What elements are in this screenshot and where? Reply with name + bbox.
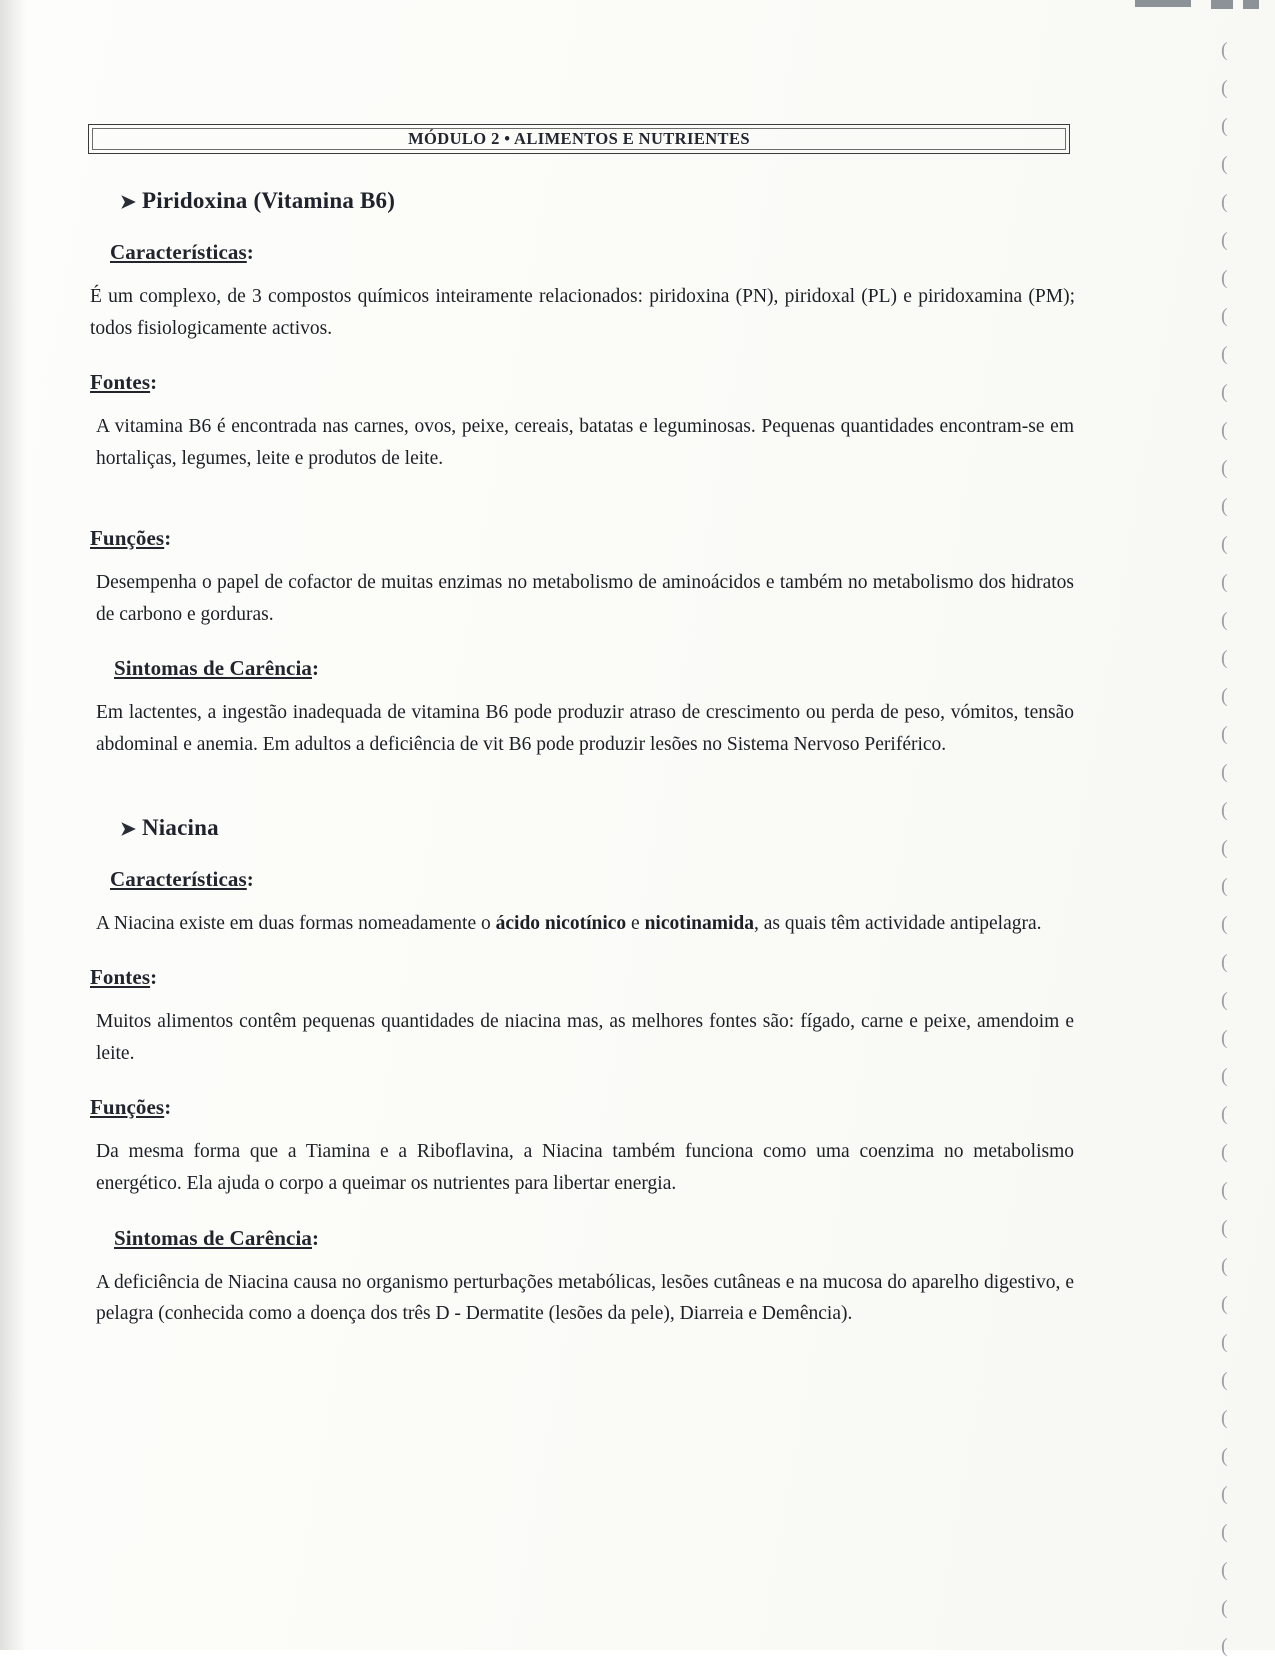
binding-hole-mark: ( [1221, 1027, 1228, 1049]
binding-hole-mark: ( [1221, 837, 1228, 859]
binding-hole-mark: ( [1221, 951, 1228, 973]
binding-hole-mark: ( [1221, 799, 1228, 821]
paragraph-funcoes-2: Da mesma forma que a Tiamina e a Riboflavina, a Niacina também funciona como uma coenzima no metabolismo energético. Ela ajuda o corpo a queimar os nutrientes para libertar energia. [96, 1141, 1074, 1194]
section-title: Piridoxina (Vitamina B6) [142, 188, 396, 213]
binding-hole-mark: ( [1221, 1293, 1228, 1315]
binding-hole-mark: ( [1221, 115, 1228, 137]
binding-hole-mark: ( [1221, 875, 1228, 897]
binding-hole-mark: ( [1221, 1521, 1228, 1543]
subheading-caracteristicas-1 [110, 240, 1078, 265]
binding-hole-mark: ( [1221, 1255, 1228, 1277]
binding-hole-mark: ( [1221, 1331, 1228, 1353]
binding-hole-mark: ( [1221, 381, 1228, 403]
binding-hole-mark: ( [1221, 191, 1228, 213]
binding-hole-mark: ( [1221, 267, 1228, 289]
bullet-arrow-icon: ➤ [120, 818, 137, 840]
subheading-text: Sintomas de Carência [114, 1225, 312, 1250]
subheading-colon: : [246, 866, 254, 891]
subheading-fontes-1 [90, 370, 1078, 395]
binding-hole-mark: ( [1221, 153, 1228, 175]
spiral-binding [1213, 0, 1253, 1657]
binding-hole-mark: ( [1221, 39, 1228, 61]
subheading-funcoes-2 [90, 1095, 1078, 1120]
binding-hole-mark: ( [1221, 571, 1228, 593]
text-between-bold: e [626, 912, 645, 934]
binding-hole-mark: ( [1221, 343, 1228, 365]
subheading-colon: : [312, 656, 320, 681]
section-heading-niacina [120, 815, 1078, 841]
paragraph-sintomas-1: Em lactentes, a ingestão inadequada de vitamina B6 pode produzir atraso de crescimento ou perda de peso, vómitos, tensão abdominal e anemia. Em adultos a deficiência de vit B6 pode produzir lesões no Sistema Nervoso Periférico. [96, 702, 1074, 756]
binding-hole-mark: ( [1221, 1445, 1228, 1467]
subheading-colon: : [150, 965, 158, 990]
binding-hole-mark: ( [1221, 761, 1228, 783]
bold-term-nicotinamida: nicotinamida [644, 912, 755, 934]
paragraph-sintomas-2: A deficiência de Niacina causa no organismo perturbações metabólicas, lesões cutâneas e na mucosa do aparelho digestivo, e pelagra (conhecida como a doença dos três D - Dermatite (lesões da pele), Diarreia e Demência). [96, 1271, 1074, 1325]
binding-hole-mark: ( [1221, 495, 1228, 517]
page-header-title: MÓDULO 2 • ALIMENTOS E NUTRIENTES [408, 129, 750, 148]
subheading-funcoes-1 [90, 526, 1078, 551]
binding-hole-mark: ( [1221, 533, 1228, 555]
binding-hole-mark: ( [1221, 1597, 1228, 1619]
binding-hole-mark: ( [1221, 1141, 1228, 1163]
paragraph-funcoes-1: Desempenha o papel de cofactor de muitas enzimas no metabolismo de aminoácidos e também no metabolismo dos hidratos de carbono e gorduras. [96, 572, 1074, 625]
binding-hole-mark: ( [1221, 1369, 1228, 1391]
subheading-sintomas-1 [114, 656, 1078, 681]
section-title: Niacina [142, 814, 219, 840]
subheading-sintomas-2 [114, 1226, 1078, 1251]
subheading-fontes-2 [90, 965, 1078, 990]
binding-hole-mark: ( [1221, 1483, 1228, 1505]
section-heading-piridoxina [120, 188, 1078, 214]
subheading-text: Fontes [90, 370, 151, 395]
binding-hole-mark: ( [1221, 989, 1228, 1011]
page-header-box [88, 124, 1070, 154]
page-edge-shadow [0, 0, 26, 1650]
subheading-colon: : [312, 1225, 320, 1250]
binding-hole-mark: ( [1221, 1103, 1228, 1125]
binding-hole-mark: ( [1221, 305, 1228, 327]
paragraph-caracteristicas-2 [96, 908, 1074, 940]
binding-hole-mark: ( [1221, 609, 1228, 631]
subheading-text: Características [110, 240, 247, 264]
paragraph-caracteristicas-1: É um complexo, de 3 compostos químicos inteiramente relacionados: piridoxina (PN), piridoxal (PL) e piridoxamina (PM); todos fisiologicamente activos. [90, 286, 1075, 339]
text-before-bold: A Niacina existe em duas formas nomeadamente o [96, 912, 496, 934]
subheading-text: Sintomas de Carência [114, 656, 312, 681]
binding-hole-mark: ( [1221, 229, 1228, 251]
subheading-colon: : [164, 526, 172, 551]
binding-hole-mark: ( [1221, 419, 1228, 441]
binding-hole-mark: ( [1221, 723, 1228, 745]
subheading-text: Funções [90, 526, 165, 551]
subheading-text: Características [110, 866, 247, 891]
binding-hole-mark: ( [1221, 1065, 1228, 1087]
subheading-colon: : [164, 1095, 172, 1120]
binding-hole-mark: ( [1221, 457, 1228, 479]
binding-hole-mark: ( [1221, 1407, 1228, 1429]
bullet-arrow-icon: ➤ [120, 192, 137, 213]
binding-hole-mark: ( [1221, 1217, 1228, 1239]
binding-hole-mark: ( [1221, 77, 1228, 99]
page-content [88, 0, 1078, 1650]
subheading-text: Fontes [90, 965, 151, 990]
binding-hole-mark: ( [1221, 647, 1228, 669]
binding-hole-mark: ( [1221, 1179, 1228, 1201]
binding-hole-mark: ( [1221, 1559, 1228, 1581]
subheading-caracteristicas-2 [110, 867, 1078, 892]
paragraph-fontes-2: Muitos alimentos contêm pequenas quantidades de niacina mas, as melhores fontes são: fígado, carne e peixe, amendoim e leite. [96, 1011, 1074, 1064]
binding-hole-mark: ( [1221, 685, 1228, 707]
binding-mark [1135, 0, 1191, 7]
binding-hole-mark: ( [1221, 1635, 1228, 1657]
subheading-colon: : [150, 370, 158, 395]
subheading-colon: : [246, 240, 254, 264]
document-body [88, 180, 1078, 1330]
bold-term-acido-nicotinico: ácido nicotínico [495, 912, 627, 934]
paragraph-fontes-1: A vitamina B6 é encontrada nas carnes, ovos, peixe, cereais, batatas e leguminosas. Pequenas quantidades encontram-se em hortaliças, legumes, leite e produtos de leite. [96, 416, 1074, 469]
text-after-bold: , as quais têm actividade antipelagra. [754, 912, 1042, 934]
subheading-text: Funções [90, 1095, 165, 1120]
binding-hole-mark: ( [1221, 913, 1228, 935]
